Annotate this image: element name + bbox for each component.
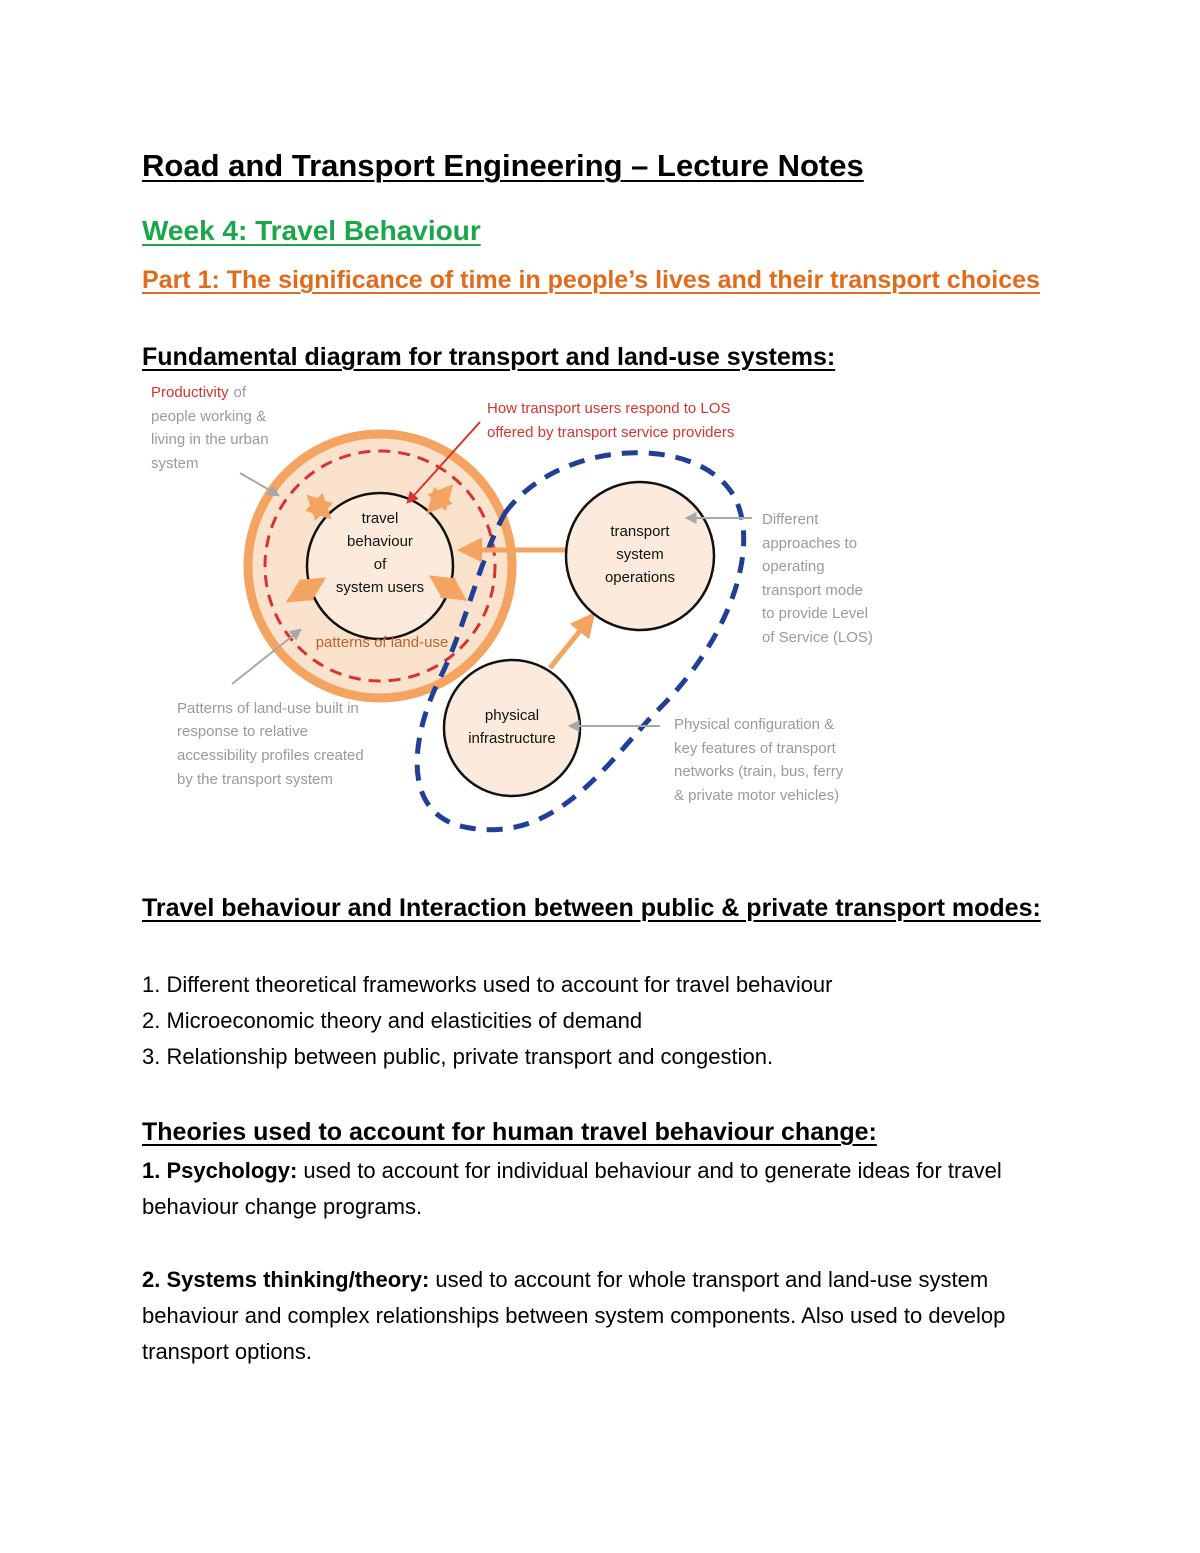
approaches-note-1: Different [762, 511, 819, 528]
physical-note-1: Physical configuration & [674, 716, 835, 733]
infra-label-1: physical [484, 707, 540, 724]
approaches-note-5: to provide Level [762, 605, 868, 622]
physical-note-3: networks (train, bus, ferry [674, 763, 844, 780]
physical-note-4: & private motor vehicles) [674, 787, 840, 804]
patterns-note-4: by the transport system [177, 771, 333, 788]
patterns-note-2: response to relative [177, 723, 308, 740]
transport-land-use-diagram [140, 378, 900, 848]
part-heading: Part 1: The significance of time in people’s lives and their transport choices [142, 266, 1040, 294]
productivity-note-1: Productivity of [151, 384, 247, 401]
week-heading: Week 4: Travel Behaviour [142, 215, 481, 246]
interaction-heading: Travel behaviour and Interaction between public & private transport modes: [142, 894, 1041, 922]
los-note-2: offered by transport service providers [487, 424, 735, 441]
los-note-1: How transport users respond to LOS [487, 400, 731, 417]
list-item: 3. Relationship between public, private transport and congestion. [142, 1044, 774, 1069]
list-item: 2. Microeconomic theory and elasticities of demand [142, 1008, 643, 1033]
travel-label-1: travel [361, 510, 399, 527]
infra-label-2: infrastructure [468, 730, 556, 747]
theory-text: used to account for individual behaviour and to generate ideas for travel behaviour change programs. [142, 1158, 1002, 1219]
theories-heading: Theories used to account for human travel behaviour change: [142, 1118, 877, 1146]
approaches-note-2: approaches to [762, 535, 858, 552]
travel-label-3: of [373, 556, 387, 573]
operations-label-2: system [616, 546, 664, 563]
physical-note-2: key features of transport [674, 740, 836, 757]
infrastructure-to-operations-arrow [550, 616, 592, 668]
approaches-note-4: transport mode [762, 582, 863, 599]
theory-psychology [142, 1153, 1062, 1225]
approaches-note-6: of Service (LOS) [762, 629, 873, 646]
patterns-note-1: Patterns of land-use built in [177, 700, 359, 717]
theory-text: used to account for whole transport and land-use system behaviour and complex relationships between system components. Also used to develop transport options. [142, 1267, 1006, 1364]
theory-label: 1. Psychology: [142, 1158, 298, 1183]
productivity-note-2: people working & [151, 408, 267, 425]
theory-systems [142, 1262, 1062, 1370]
approaches-note-3: operating [762, 558, 825, 575]
operations-label-3: operations [604, 569, 676, 586]
travel-label-4: system users [335, 579, 425, 596]
document-title: Road and Transport Engineering – Lecture Notes [142, 148, 864, 183]
operations-label-1: transport [610, 523, 670, 540]
list-item: 1. Different theoretical frameworks used to account for travel behaviour [142, 972, 833, 997]
land-use-label: patterns of land-use [315, 634, 449, 651]
productivity-note-3: living in the urban [151, 431, 269, 448]
theory-label: 2. Systems thinking/theory: [142, 1267, 430, 1292]
fundamental-diagram-heading: Fundamental diagram for transport and land-use systems: [142, 343, 836, 371]
travel-label-2: behaviour [347, 533, 413, 550]
productivity-note-4: system [151, 455, 199, 472]
patterns-note-3: accessibility profiles created [177, 747, 364, 764]
physical-infrastructure-circle [444, 660, 580, 796]
